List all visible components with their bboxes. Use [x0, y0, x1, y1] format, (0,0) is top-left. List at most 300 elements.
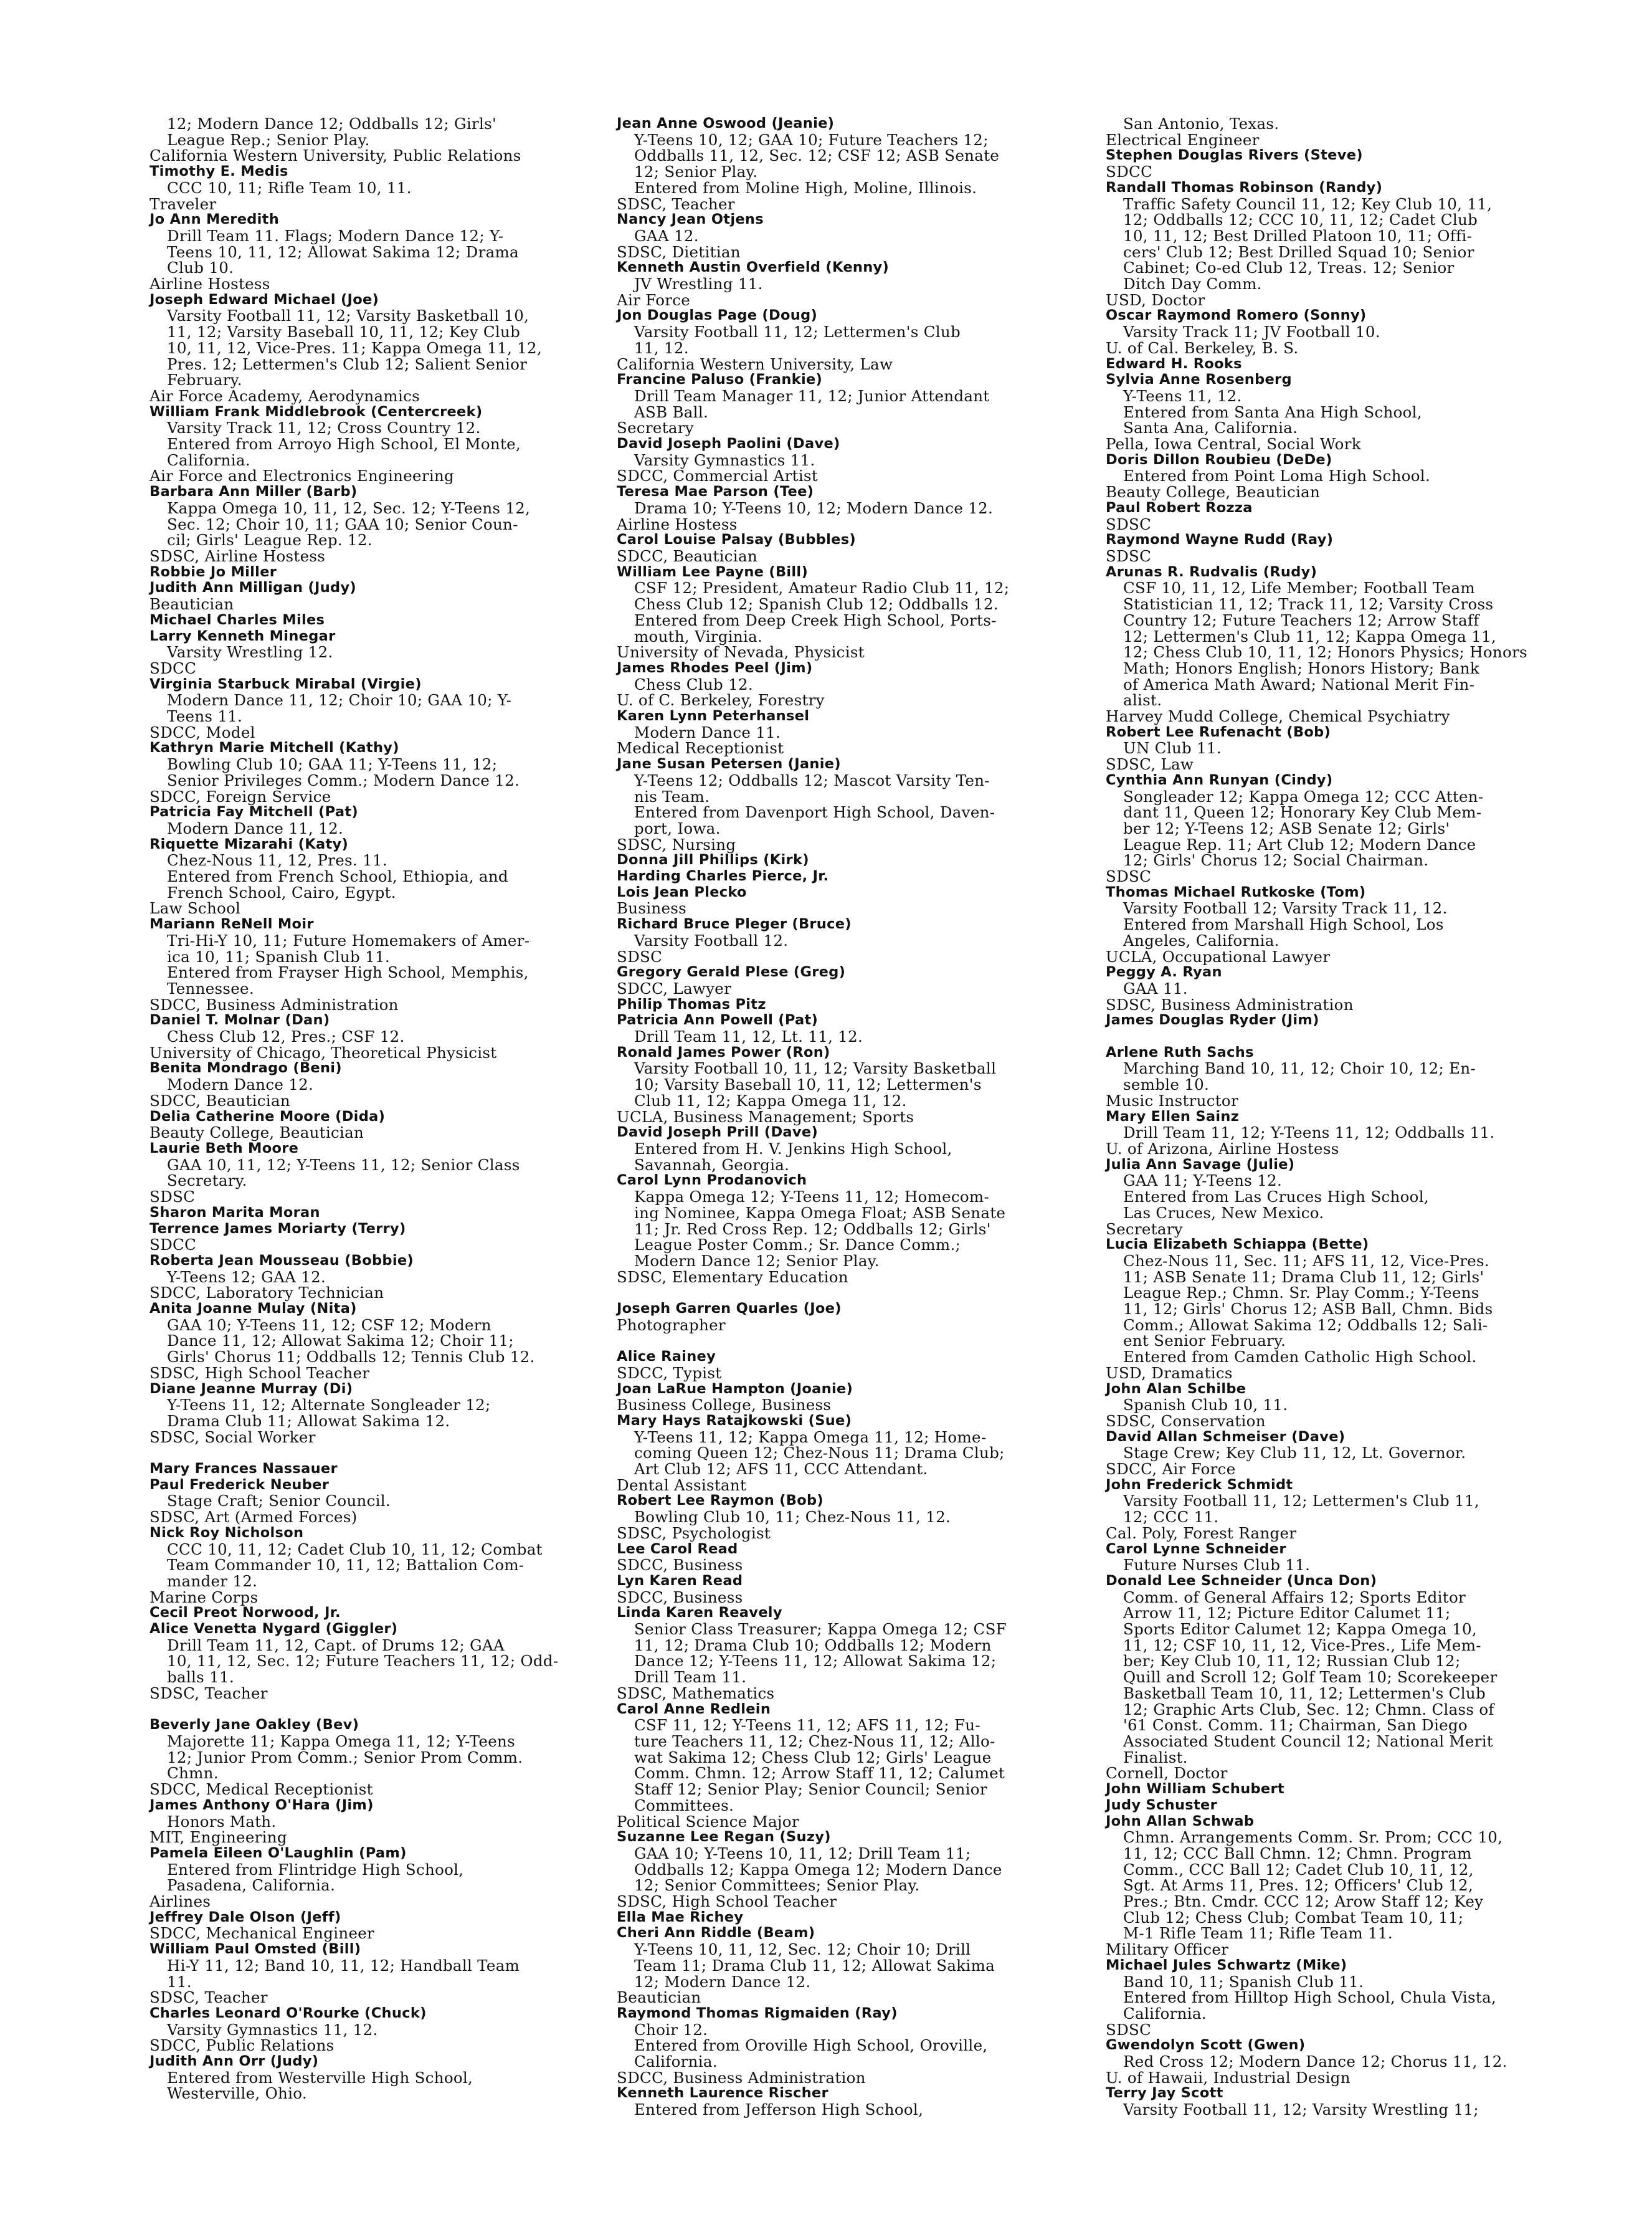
activity-line: 10, 11, 12, Vice-Pres. 11; Kappa Omega 11, 12, — [167, 338, 542, 357]
student-name: Alice Venetta Nygard (Giggler) — [150, 1621, 398, 1637]
student-name: Edward H. Rooks — [1106, 355, 1242, 372]
activity-line: Pres. 12; Lettermen's Club 12; Salient Senior — [167, 355, 528, 373]
activity-line: Y-Teens 11, 12; Kappa Omega 11, 12; Home- — [634, 1427, 987, 1446]
activity-line: February. — [167, 371, 242, 389]
activity-line: Traffic Safety Council 11, 12; Key Club 10, 11, — [1123, 194, 1493, 213]
student-name: Patricia Fay Mitchell (Pat) — [150, 804, 358, 821]
student-name: Lee Carol Read — [617, 1540, 738, 1557]
plans-line: SDSC, Conservation — [1106, 1411, 1266, 1430]
student-name: Beverly Jane Oakley (Bev) — [150, 1717, 359, 1733]
plans-line: SDSC — [150, 1188, 196, 1206]
plans-line: SDSC, High School Teacher — [617, 1892, 837, 1911]
plans-line: Secretary — [1106, 1219, 1183, 1238]
plans-line: California Western University, Law — [617, 355, 893, 373]
student-name: Anita Joanne Mulay (Nita) — [150, 1300, 357, 1317]
student-name: Arunas R. Rudvalis (Rudy) — [1106, 563, 1317, 580]
activity-line: Tri-Hi-Y 10, 11; Future Homemakers of Amer- — [167, 931, 530, 950]
plans-line: SDSC, Teacher — [150, 1684, 268, 1702]
plans-line: SDCC, Model — [150, 723, 255, 741]
activity-line: Ditch Day Comm. — [1123, 275, 1262, 293]
plans-line: SDCC, Business — [617, 1588, 743, 1606]
activity-line: port, Iowa. — [634, 819, 721, 837]
activity-line: Westerville, Ohio. — [167, 2084, 307, 2103]
activity-line: '61 Const. Comm. 11; Chairman, San Diego — [1123, 1716, 1468, 1735]
activity-line: 11, 12; Varsity Baseball 10, 11, 12; Key Club — [167, 323, 521, 341]
activity-line: Y-Teens 12; GAA 12. — [167, 1267, 326, 1286]
activity-line: Chess Club 12, Pres.; CSF 12. — [167, 1027, 405, 1046]
activity-line: Entered from Deep Creek High School, Ports- — [634, 611, 997, 629]
plans-line: SDCC — [150, 1236, 197, 1254]
plans-line: Harvey Mudd College, Chemical Psychiatry — [1106, 707, 1450, 726]
activity-line: Team 11; Drama Club 11, 12; Allowat Sakima — [634, 1956, 995, 1975]
student-name: Cheri Ann Riddle (Beam) — [617, 1925, 815, 1942]
plans-line: Music Instructor — [1106, 1091, 1238, 1110]
activity-line: Marching Band 10, 11, 12; Choir 10, 12; En- — [1123, 1059, 1476, 1078]
activity-line: 12; Lettermen's Club 11, 12; Kappa Omega 11, — [1123, 627, 1497, 646]
section-spacer — [617, 1333, 1053, 1349]
student-name: Joseph Garren Quarles (Joe) — [617, 1300, 842, 1317]
activity-line: French School, Cairo, Egypt. — [167, 883, 396, 902]
activity-line: Entered from Westerville High School, — [167, 2068, 473, 2087]
activity-line: Modern Dance 12. — [167, 1075, 314, 1094]
activity-line: Dance 11, 12; Allowat Sakima 12; Choir 11; — [167, 1332, 514, 1350]
student-name: Roberta Jean Mousseau (Bobbie) — [150, 1252, 414, 1269]
plans-line: SDSC, Nursing — [617, 835, 736, 854]
activity-line: Drill Team 11, 12, Lt. 11, 12. — [634, 1027, 863, 1046]
activity-line: Bowling Club 10, 11; Chez-Nous 11, 12. — [634, 1508, 951, 1527]
plans-line: SDCC, Laboratory Technician — [150, 1284, 384, 1302]
activity-line: Comm. of General Affairs 12; Sports Editor — [1123, 1588, 1466, 1606]
plans-line: California Western University, Public Relations — [150, 146, 521, 165]
student-name: James Anthony O'Hara (Jim) — [150, 1796, 374, 1813]
activity-line: Pres.; Btn. Cmdr. CCC 12; Arow Staff 12; Key — [1123, 1892, 1484, 1911]
activity-line: 12; Graphic Arts Club, Sec. 12; Chmn. Class of — [1123, 1700, 1494, 1718]
activity-line: 12; Girls' Chorus 12; Social Chairman. — [1123, 851, 1429, 870]
activity-line: Chess Club 12. — [634, 675, 753, 693]
student-name: Linda Karen Reavely — [617, 1604, 782, 1621]
activity-line: CCC 10, 11, 12; Cadet Club 10, 11, 12; Combat — [167, 1540, 543, 1558]
student-name: Paul Frederick Neuber — [150, 1476, 330, 1493]
activity-line: Quill and Scroll 12; Golf Team 10; Scorekeeper — [1123, 1668, 1498, 1687]
activity-line: Comm., CCC Ball 12; Cadet Club 10, 11, 12, — [1123, 1860, 1474, 1879]
activity-line: Varsity Track 11; JV Football 10. — [1123, 323, 1380, 341]
plans-line: Electrical Engineer — [1106, 130, 1260, 149]
activity-line: Associated Student Council 12; National Merit — [1123, 1732, 1493, 1750]
activity-line: Varsity Football 12; Varsity Track 11, 12. — [1123, 899, 1448, 918]
activity-line: League Rep.; Chmn. Sr. Play Comm.; Y-Teens — [1123, 1284, 1479, 1302]
activity-line: Arrow 11, 12; Picture Editor Calumet 11; — [1123, 1604, 1451, 1623]
student-name: Joseph Edward Michael (Joe) — [150, 291, 379, 308]
activity-line: Y-Teens 12; Oddballs 12; Mascot Varsity Ten- — [634, 771, 990, 789]
activity-line: Drama 10; Y-Teens 10, 12; Modern Dance 12. — [634, 498, 994, 517]
plans-line: SDSC — [1106, 867, 1152, 886]
activity-line: 12; Oddballs 12; CCC 10, 11, 12; Cadet Club — [1123, 211, 1478, 229]
activity-line: ing Nominee, Kappa Omega Float; ASB Senate — [634, 1203, 1006, 1222]
activity-line: Club 10. — [167, 259, 234, 277]
plans-line: UCLA, Business Management; Sports — [617, 1107, 914, 1126]
activity-line: coming Queen 12; Chez-Nous 11; Drama Club; — [634, 1444, 1005, 1462]
student-name: Cynthia Ann Runyan (Cindy) — [1106, 771, 1333, 788]
student-name: Kenneth Laurence Rischer — [617, 2085, 828, 2102]
activity-line: Entered from Frayser High School, Memphis, — [167, 963, 529, 982]
student-name: Raymond Thomas Rigmaiden (Ray) — [617, 2004, 898, 2021]
student-name: Lyn Karen Read — [617, 1572, 743, 1589]
activity-line: League Poster Comm.; Sr. Dance Comm.; — [634, 1236, 961, 1254]
activity-line: GAA 11. — [1123, 979, 1188, 998]
plans-line: Medical Receptionist — [617, 739, 784, 758]
activity-line: M-1 Rifle Team 11; Rifle Team 11. — [1123, 1924, 1393, 1943]
activity-line: Honors Math. — [167, 1812, 277, 1831]
plans-line: Traveler — [150, 194, 217, 213]
activity-line: Kappa Omega 10, 11, 12, Sec. 12; Y-Teens 12, — [167, 498, 531, 517]
activity-line: Cabinet; Co-ed Club 12, Treas. 12; Senior — [1123, 259, 1455, 277]
plans-line: SDCC, Mechanical Engineer — [150, 1924, 375, 1943]
student-name: Carol Lynn Prodanovich — [617, 1172, 807, 1189]
student-name: Lois Jean Plecko — [617, 884, 747, 900]
directory-column-left — [150, 115, 559, 2103]
activity-line: Y-Teens 10, 12; GAA 10; Future Teachers 12; — [634, 130, 989, 149]
plans-line: Air Force — [617, 290, 691, 309]
student-name: Terry Jay Scott — [1106, 2085, 1223, 2102]
student-name: Laurie Beth Moore — [150, 1140, 299, 1156]
student-name: Oscar Raymond Romero (Sonny) — [1106, 307, 1367, 324]
activity-line: Modern Dance 11, 12. — [167, 819, 344, 837]
activity-line: Majorette 11; Kappa Omega 11, 12; Y-Teens — [167, 1732, 515, 1750]
activity-line: Stage Craft; Senior Council. — [167, 1492, 391, 1510]
activity-line: Sports Editor Calumet 12; Kappa Omega 10, — [1123, 1620, 1478, 1639]
activity-line: 11, 12. — [634, 338, 689, 357]
activity-line: CSF 12; President, Amateur Radio Club 11, 12; — [634, 579, 1010, 598]
plans-line: SDSC, High School Teacher — [150, 1363, 370, 1382]
activity-line: Drama Club 11; Allowat Sakima 12. — [167, 1411, 450, 1430]
activity-line: CSF 10, 11, 12, Life Member; Football Team — [1123, 579, 1475, 598]
student-name: Judith Ann Milligan (Judy) — [150, 579, 357, 596]
plans-line: Business — [617, 899, 687, 918]
activity-line: Secretary. — [167, 1171, 247, 1190]
activity-line: Varsity Gymnastics 11. — [634, 450, 815, 469]
student-name: John Frederick Schmidt — [1106, 1476, 1293, 1493]
student-name: Gregory Gerald Plese (Greg) — [617, 964, 846, 981]
activity-line: Varsity Football 11, 12; Lettermen's Club 11, — [1123, 1492, 1479, 1510]
plans-line: SDCC — [1106, 163, 1153, 181]
activity-line: California. — [167, 450, 250, 469]
section-spacer — [1106, 1029, 1542, 1045]
activity-line: Modern Dance 11, 12; Choir 10; GAA 10; Y- — [167, 691, 512, 710]
plans-line: Air Force Academy, Aerodynamics — [150, 386, 420, 405]
student-name: Patricia Ann Powell (Pat) — [617, 1012, 819, 1029]
activity-line: wat Sakima 12; Chess Club 12; Girls' League — [634, 1748, 992, 1766]
activity-line: 10, 11, 12, Sec. 12; Future Teachers 11, 12; Odd- — [167, 1652, 559, 1670]
activity-line: Senior Class Treasurer; Kappa Omega 12; CSF — [634, 1620, 1007, 1639]
student-name: James Rhodes Peel (Jim) — [617, 659, 813, 676]
student-name: Judith Ann Orr (Judy) — [150, 2053, 319, 2070]
plans-line: Airline Hostess — [150, 275, 270, 293]
activity-line: Chez-Nous 11, 12, Pres. 11. — [167, 851, 387, 870]
activity-line: semble 10. — [1123, 1075, 1210, 1094]
activity-line: Entered from French School, Ethiopia, and — [167, 867, 508, 886]
plans-line: SDCC, Business — [617, 1556, 743, 1575]
student-name: Raymond Wayne Rudd (Ray) — [1106, 531, 1334, 548]
activity-line: alist. — [1123, 691, 1162, 710]
activity-line: Art Club 12; AFS 11, CCC Attendant. — [634, 1460, 928, 1479]
activity-line: Teens 11. — [167, 707, 243, 726]
activity-line: Chmn. Arrangements Comm. Sr. Prom; CCC 10, — [1123, 1828, 1503, 1847]
student-name: Gwendolyn Scott (Gwen) — [1106, 2037, 1306, 2054]
activity-line: ent Senior February. — [1123, 1332, 1286, 1350]
activity-line: Varsity Football 11, 12; Lettermen's Club — [634, 323, 961, 341]
plans-line: SDSC — [1106, 515, 1152, 533]
activity-line: Entered from Santa Ana High School, — [1123, 403, 1422, 421]
activity-line: Las Cruces, New Mexico. — [1123, 1203, 1324, 1222]
plans-line: SDSC, Elementary Education — [617, 1267, 848, 1286]
activity-line: UN Club 11. — [1123, 739, 1222, 758]
activity-line: League Rep.; Senior Play. — [167, 130, 370, 149]
student-name: Timothy E. Medis — [150, 163, 288, 180]
activity-line: Varsity Wrestling 12. — [167, 643, 333, 662]
activity-line: Hi-Y 11, 12; Band 10, 11, 12; Handball Team — [167, 1956, 520, 1975]
activity-line: Finalist. — [1123, 1748, 1188, 1766]
student-name: Mary Frances Nassauer — [150, 1461, 338, 1477]
student-name: Teresa Mae Parson (Tee) — [617, 484, 814, 500]
student-name: Karen Lynn Peterhansel — [617, 708, 810, 725]
activity-line: Stage Crew; Key Club 11, 12, Lt. Governor. — [1123, 1444, 1466, 1462]
section-spacer — [150, 1445, 548, 1461]
student-name: Robert Lee Raymon (Bob) — [617, 1492, 824, 1509]
student-name: Francine Paluso (Frankie) — [617, 371, 823, 388]
plans-line: SDCC, Foreign Service — [150, 787, 331, 806]
directory-column-right — [1106, 116, 1542, 2118]
plans-line: University of Chicago, Theoretical Physicist — [150, 1043, 497, 1062]
activity-line: Country 12; Future Teachers 12; Arrow Staff — [1123, 611, 1479, 629]
student-name: Carol Anne Redlein — [617, 1700, 771, 1717]
activity-line: Senior Privileges Comm.; Modern Dance 12. — [167, 771, 520, 789]
activity-line: GAA 10; Y-Teens 10, 11, 12; Drill Team 11; — [634, 1844, 971, 1862]
activity-line: Drill Team Manager 11, 12; Junior Attendant — [634, 386, 990, 405]
student-name: Jeffrey Dale Olson (Jeff) — [150, 1909, 341, 1925]
plans-line: SDSC, Art (Armed Forces) — [150, 1508, 358, 1527]
plans-line: Marine Corps — [150, 1588, 259, 1606]
student-name: Barbara Ann Miller (Barb) — [150, 484, 358, 500]
activity-line: Team Commander 10, 11, 12; Battalion Com- — [167, 1556, 525, 1575]
student-name: Robert Lee Rufenacht (Bob) — [1106, 723, 1331, 740]
activity-line: California. — [634, 2052, 718, 2071]
activity-line: 12; Senior Play. — [634, 163, 758, 181]
activity-line: Teens 10, 11, 12; Allowat Sakima 12; Drama — [167, 242, 519, 261]
plans-line: U. of Hawaii, Industrial Design — [1106, 2068, 1351, 2087]
activity-line: Dance 12; Y-Teens 11, 12; Allowat Sakima 12; — [634, 1652, 997, 1670]
plans-line: SDSC, Psychologist — [617, 1523, 771, 1542]
activity-line: Varsity Football 11, 12; Varsity Basketball 10, — [167, 307, 529, 325]
activity-line: Modern Dance 11. — [634, 723, 781, 741]
activity-line: Comm.; Allowat Sakima 12; Oddballs 12; Sali- — [1123, 1315, 1488, 1334]
plans-line: University of Nevada, Physicist — [617, 643, 865, 662]
student-name: Michael Jules Schwartz (Mike) — [1106, 1956, 1347, 1973]
plans-line: Airlines — [150, 1892, 211, 1911]
plans-line: SDCC, Business Administration — [617, 2068, 866, 2087]
activity-line: Entered from Jefferson High School, — [634, 2100, 924, 2119]
activity-line: 12; CCC 11. — [1123, 1508, 1219, 1527]
student-name: Judy Schuster — [1106, 1796, 1217, 1813]
plans-line: Photographer — [617, 1315, 726, 1334]
activity-line: Varsity Football 10, 11, 12; Varsity Basketball — [634, 1059, 997, 1078]
student-name: Joan LaRue Hampton (Joanie) — [617, 1380, 853, 1397]
activity-line: Sgt. At Arms 11, Pres. 12; Officers' Club 12, — [1123, 1876, 1473, 1895]
activity-line: Committees. — [634, 1796, 734, 1814]
student-name: Paul Robert Rozza — [1106, 499, 1253, 516]
activity-line: Entered from Hilltop High School, Chula Vista, — [1123, 1988, 1497, 2007]
plans-line: Beauty College, Beautician — [1106, 483, 1321, 502]
activity-line: Entered from Las Cruces High School, — [1123, 1188, 1429, 1206]
activity-line: Drill Team 11. Flags; Modern Dance 12; Y- — [167, 226, 504, 245]
plans-line: UCLA, Occupational Lawyer — [1106, 947, 1331, 966]
student-name: William Lee Payne (Bill) — [617, 563, 809, 580]
student-name: Donna Jill Phillips (Kirk) — [617, 852, 809, 869]
plans-line: U. of C. Berkeley, Forestry — [617, 691, 825, 710]
activity-line: Y-Teens 11, 12. — [1123, 386, 1242, 405]
student-name: Robbie Jo Miller — [150, 563, 277, 580]
activity-line: 11, 12; Drama Club 10; Oddballs 12; Modern — [634, 1636, 992, 1654]
plans-line: SDSC, Business Administration — [1106, 995, 1354, 1014]
activity-line: cers' Club 12; Best Drilled Squad 10; Senior — [1123, 242, 1474, 261]
activity-line: Club 12; Chess Club; Combat Team 10, 11; — [1123, 1908, 1464, 1927]
plans-line: SDCC, Beautician — [617, 546, 757, 565]
plans-line: SDSC — [1106, 546, 1152, 565]
activity-line: Kappa Omega 12; Y-Teens 11, 12; Homecom- — [634, 1188, 990, 1206]
activity-line: Drill Team 11. — [634, 1668, 747, 1687]
student-name: Julia Ann Savage (Julie) — [1106, 1156, 1295, 1173]
activity-line: Oddballs 12; Kappa Omega 12; Modern Dance — [634, 1860, 1002, 1879]
activity-line: Entered from Moline High, Moline, Illinois. — [634, 178, 977, 197]
plans-line: Cornell, Doctor — [1106, 1764, 1228, 1783]
activity-line: Drill Team 11, 12; Y-Teens 11, 12; Oddballs 11. — [1123, 1123, 1495, 1142]
student-name: Carol Lynne Schneider — [1106, 1540, 1286, 1557]
student-name: Cecil Preot Norwood, Jr. — [150, 1604, 341, 1621]
plans-line: Political Science Major — [617, 1812, 799, 1831]
plans-line: Law School — [150, 899, 241, 918]
activity-line: Pasadena, California. — [167, 1876, 336, 1895]
activity-line: Entered from Point Loma High School. — [1123, 467, 1431, 485]
student-name: Nancy Jean Otjens — [617, 211, 764, 228]
student-name: Suzanne Lee Regan (Suzy) — [617, 1829, 831, 1846]
activity-line: mouth, Virginia. — [634, 627, 763, 646]
student-name: Randall Thomas Robinson (Randy) — [1106, 179, 1383, 196]
activity-line: Songleader 12; Kappa Omega 12; CCC Atten- — [1123, 787, 1484, 806]
activity-line: of America Math Award; National Merit Fin- — [1123, 675, 1475, 693]
student-name: Charles Leonard O'Rourke (Chuck) — [150, 2004, 427, 2021]
plans-line: SDCC — [150, 659, 197, 677]
activity-line: Girls' Chorus 11; Oddballs 12; Tennis Club 12. — [167, 1348, 535, 1366]
activity-line: mander 12. — [167, 1571, 258, 1590]
activity-line: ica 10, 11; Spanish Club 11. — [167, 947, 390, 966]
student-name: Mariann ReNell Moir — [150, 916, 314, 933]
student-name: Harding Charles Pierce, Jr. — [617, 868, 829, 885]
activity-line: GAA 11; Y-Teens 12. — [1123, 1171, 1283, 1190]
activity-line: CCC 10, 11; Rifle Team 10, 11. — [167, 178, 412, 197]
plans-line: Airline Hostess — [617, 515, 738, 533]
plans-line: Beautician — [617, 1988, 701, 2007]
student-name: Diane Jeanne Murray (Di) — [150, 1380, 353, 1397]
student-name: Sharon Marita Moran — [150, 1204, 320, 1221]
plans-line: SDSC — [1106, 2020, 1152, 2039]
activity-line: Entered from Camden Catholic High School. — [1123, 1348, 1477, 1366]
activity-line: California. — [1123, 2004, 1207, 2023]
plans-line: SDSC, Teacher — [150, 1988, 268, 2007]
activity-line: Y-Teens 11, 12; Alternate Songleader 12; — [167, 1396, 491, 1414]
student-name: Ronald James Power (Ron) — [617, 1044, 830, 1060]
activity-line: Entered from Flintridge High School, — [167, 1860, 464, 1879]
activity-line: Staff 12; Senior Play; Senior Council; Senior — [634, 1780, 987, 1799]
student-name: Jon Douglas Page (Doug) — [617, 307, 818, 324]
plans-line: Pella, Iowa Central, Social Work — [1106, 435, 1361, 454]
plans-line: SDSC, Dietitian — [617, 242, 741, 261]
student-name: Stephen Douglas Rivers (Steve) — [1106, 147, 1363, 164]
student-name: John William Schubert — [1106, 1781, 1284, 1798]
activity-line: dant 11, Queen 12; Honorary Key Club Mem- — [1123, 803, 1482, 822]
plans-line: Cal. Poly, Forest Ranger — [1106, 1523, 1297, 1542]
plans-line: SDCC, Typist — [617, 1363, 722, 1382]
activity-line: GAA 10; Y-Teens 11, 12; CSF 12; Modern — [167, 1315, 491, 1334]
activity-line: Oddballs 11, 12, Sec. 12; CSF 12; ASB Senate — [634, 146, 1000, 165]
activity-line: balls 11. — [167, 1668, 234, 1687]
activity-line: 11; ASB Senate 11; Drama Club 11, 12; Girls' — [1123, 1267, 1484, 1286]
plans-line: Beauty College, Beautician — [150, 1123, 364, 1142]
student-name: Riquette Mizarahi (Katy) — [150, 836, 349, 852]
activity-line: Chmn. — [167, 1764, 219, 1783]
student-name: Delia Catherine Moore (Dida) — [150, 1108, 386, 1125]
plans-line: SDSC, Airline Hostess — [150, 546, 326, 565]
activity-line: Entered from Davenport High School, Daven- — [634, 803, 995, 822]
activity-line: Basketball Team 10, 11, 12; Lettermen's Club — [1123, 1684, 1486, 1702]
activity-line: Choir 12. — [634, 2020, 708, 2039]
directory-column-middle — [617, 116, 1053, 2118]
activity-line: Bowling Club 10; GAA 11; Y-Teens 11, 12; — [167, 755, 498, 774]
activity-line: 11. — [167, 1972, 192, 1991]
activity-line: Spanish Club 10, 11. — [1123, 1396, 1288, 1414]
student-name: Doris Dillon Roubieu (DeDe) — [1106, 451, 1332, 468]
student-name: Kathryn Marie Mitchell (Kathy) — [150, 740, 399, 756]
activity-line: San Antonio, Texas. — [1123, 115, 1279, 133]
activity-line: nis Team. — [634, 787, 710, 806]
student-name: Alice Rainey — [617, 1348, 716, 1365]
activity-line: Math; Honors English; Honors History; Bank — [1123, 659, 1480, 677]
activity-line: GAA 10, 11, 12; Y-Teens 11, 12; Senior Class — [167, 1155, 520, 1174]
activity-line: Santa Ana, California. — [1123, 419, 1298, 437]
activity-line: League Rep. 11; Art Club 12; Modern Dance — [1123, 835, 1476, 854]
plans-line: SDSC, Law — [1106, 755, 1194, 774]
activity-line: Red Cross 12; Modern Dance 12; Chorus 11, 12. — [1123, 2052, 1507, 2071]
activity-line: Tennessee. — [167, 979, 254, 998]
activity-line: Sec. 12; Choir 10, 11; GAA 10; Senior Coun- — [167, 515, 518, 533]
activity-line: Varsity Football 11, 12; Varsity Wrestling 11; — [1123, 2100, 1479, 2119]
student-name: Richard Bruce Pleger (Bruce) — [617, 916, 852, 933]
activity-line: Varsity Football 12. — [634, 931, 789, 950]
plans-line: Business College, Business — [617, 1396, 832, 1414]
student-name: Philip Thomas Pitz — [617, 996, 766, 1013]
activity-line: Chess Club 12; Spanish Club 12; Oddballs 12. — [634, 595, 999, 614]
plans-line: SDCC, Commercial Artist — [617, 467, 818, 485]
student-name: Lucia Elizabeth Schiappa (Bette) — [1106, 1236, 1369, 1253]
activity-line: Savannah, Georgia. — [634, 1155, 790, 1174]
student-name: Peggy A. Ryan — [1106, 964, 1222, 981]
student-name: Pamela Eileen O'Laughlin (Pam) — [150, 1844, 407, 1861]
student-name: Jane Susan Petersen (Janie) — [617, 756, 841, 773]
student-name: Jean Anne Oswood (Jeanie) — [617, 115, 835, 131]
plans-line: Air Force and Electronics Engineering — [150, 467, 455, 485]
student-name: Nick Roy Nicholson — [150, 1524, 304, 1541]
student-name: Mary Hays Ratajkowski (Sue) — [617, 1412, 852, 1429]
activity-line: ture Teachers 11, 12; Chez-Nous 11, 12; Allo- — [634, 1732, 995, 1750]
activity-line: Comm. Chmn. 12; Arrow Staff 11, 12; Calumet — [634, 1764, 1005, 1783]
